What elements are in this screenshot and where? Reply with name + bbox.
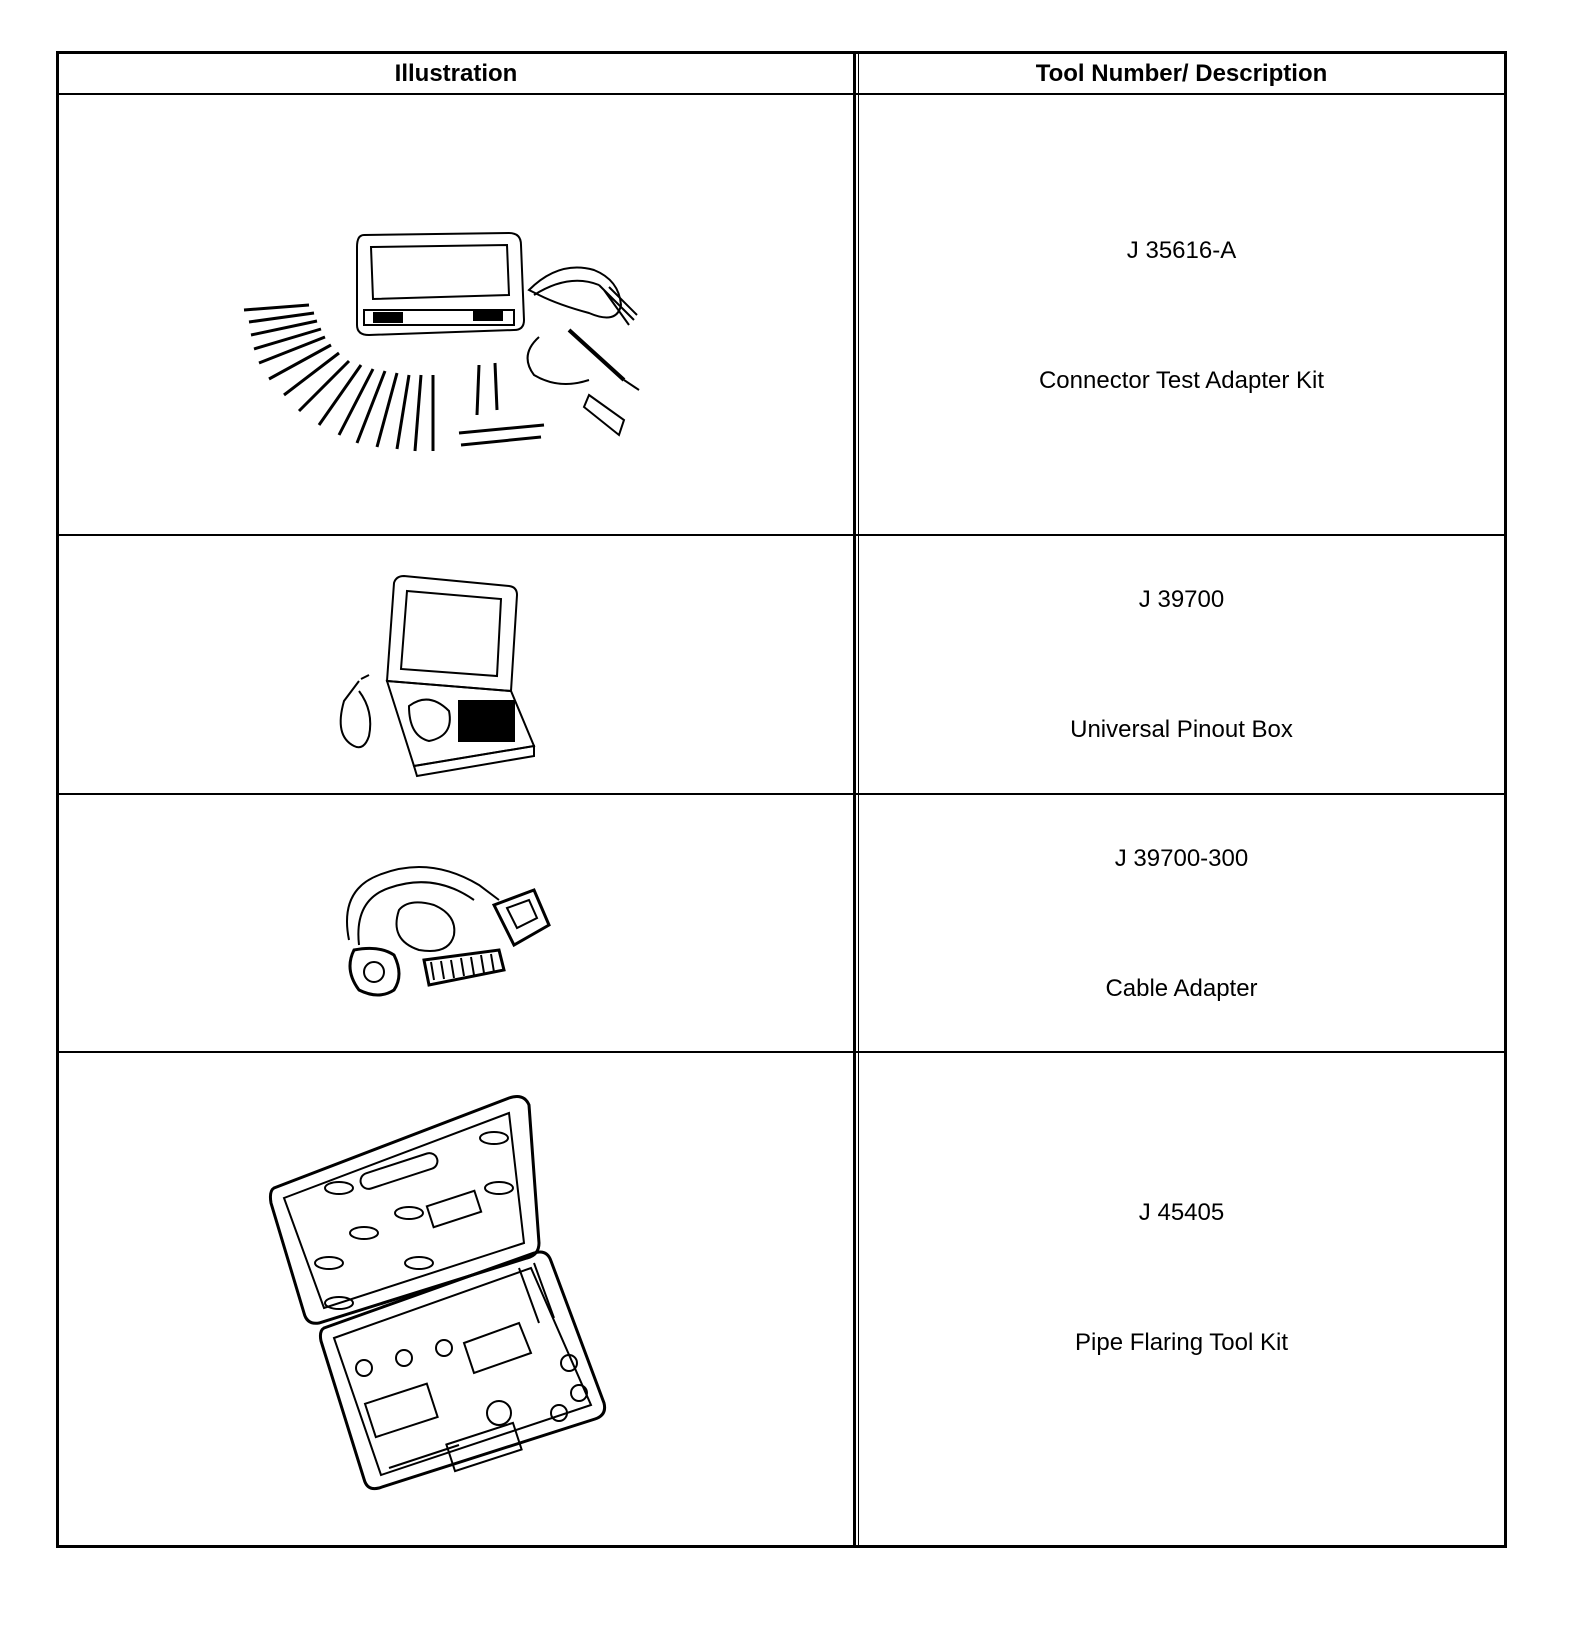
header-tool-number-description: Tool Number/ Description (1035, 60, 1328, 87)
tool-description: Connector Test Adapter Kit (1038, 367, 1325, 394)
tool-number: J 45405 (1138, 1199, 1225, 1226)
cable-adapter-icon (339, 850, 569, 1010)
table-row-description (859, 95, 1504, 534)
header-illustration: Illustration (394, 60, 518, 87)
tool-table (56, 51, 1507, 1548)
tool-description: Cable Adapter (1105, 975, 1258, 1002)
tool-number: J 35616-A (1126, 237, 1237, 264)
table-row-description (859, 795, 1504, 1051)
tool-number: J 39700-300 (1114, 845, 1249, 872)
tool-description: Pipe Flaring Tool Kit (1075, 1329, 1288, 1356)
table-row-description (859, 536, 1504, 793)
pipe-flaring-tool-kit-icon (269, 1093, 629, 1493)
column-divider (853, 54, 856, 1545)
universal-pinout-box-icon (339, 571, 559, 771)
table-row-illustration (59, 795, 853, 1051)
table-row-description (859, 1053, 1504, 1545)
table-row-illustration (59, 1053, 853, 1545)
table-row-illustration (59, 95, 853, 534)
connector-test-adapter-kit-icon (239, 225, 659, 475)
tool-number: J 39700 (1138, 586, 1225, 613)
tool-description: Universal Pinout Box (1070, 716, 1293, 743)
table-row-illustration (59, 536, 853, 793)
